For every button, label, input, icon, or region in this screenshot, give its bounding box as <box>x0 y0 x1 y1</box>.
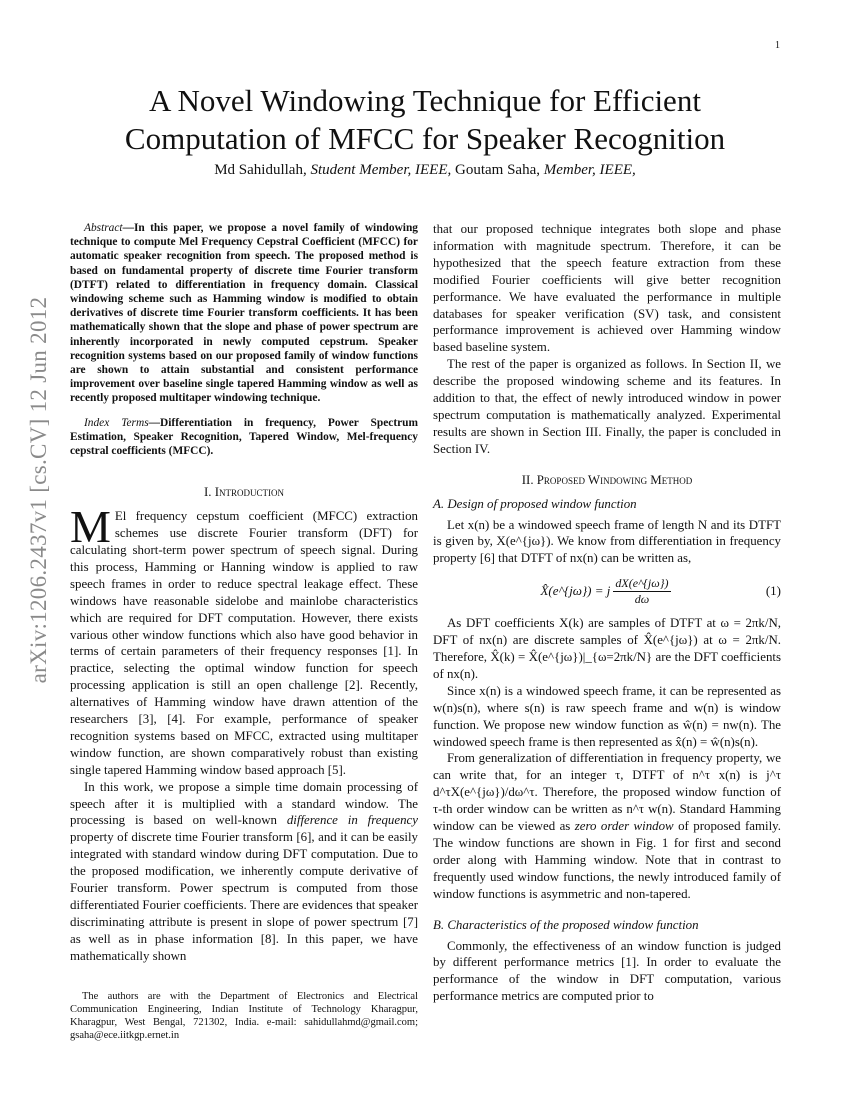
author-1-role: Student Member, IEEE, <box>310 162 452 178</box>
index-terms-text: —Differentiation in frequency, Power Spectrum Estimation, Speaker Recognition, Tapered Window, Mel-frequency cepstral coefficients (MFCC). <box>70 416 418 458</box>
right-paragraph-1: that our proposed technique integrates both slope and phase information with magnitude spectrum. Therefore, it can be hypothesized that the speech feature extraction from these modified Fourier coefficients will give better recognition performance. We have evaluated the performance in multiple databases for speaker verification (SV) task, and consistent performance improvement is achieved over Hamming window based baseline system. <box>433 222 781 355</box>
title-line-2: Computation of MFCC for Speaker Recognition <box>124 121 726 156</box>
abstract <box>70 221 418 406</box>
left-column <box>70 221 418 965</box>
index-terms <box>70 416 418 459</box>
intro-paragraph-1-text: El frequency cepstum coefficient (MFCC) extraction schemes use discrete Fourier transform (DFT) for calculating short-term power spectrum of speech signal. During this process, Hamming or Hanning window is applied to raw speech frames in order to reduce spectral leakage effect. These windows have reasonable sidelobe and mainlobe characteristics which are required for DFT computation. However, there exists various other window functions which also have good behavior in terms of certain parameters of their frequency responses [1]. In practice, selecting the optimal window function for speech processing application is still an open challenge [2]. Recently, alternatives of Hamming window have drawn attention of the researchers [3], [4]. For example, performance of speaker recognition systems based on MFCC, extracted using multitaper window function, are shown comparatively robust than existing single tapered Hamming window based approach [5]. <box>70 509 418 777</box>
equation-1-denominator: dω <box>634 591 650 606</box>
abstract-label: Abstract <box>84 222 123 234</box>
author-2: Goutam Saha, <box>455 162 540 178</box>
equation-1-lhs: X̂(e^{jω}) = j <box>540 582 611 598</box>
section-2b-paragraph-1: Commonly, the effectiveness of an window function is judged by different performance metrics [1]. In order to evaluate the performance of the window in DFT computation, various performance metrics are computed prior to <box>433 938 781 1004</box>
right-paragraph-2: The rest of the paper is organized as follows. In Section II, we describe the proposed windowing scheme and its features. In addition to that, the effect of newly introduced window in power spectrum computation is mathematically analyzed. Experimental results are shown in Section III. Finally, the paper is concluded in Section IV. <box>433 357 781 456</box>
intro-paragraph-1 <box>70 501 418 779</box>
equation-1 <box>433 571 781 611</box>
equation-1-numerator: dX(e^{jω}) <box>615 575 669 590</box>
author-1: Md Sahidullah, <box>214 162 307 178</box>
subsection-b-heading: B. Characteristics of the proposed window function <box>433 917 699 932</box>
subsection-a-heading: A. Design of proposed window function <box>433 496 637 511</box>
section-2-paragraph-2: As DFT coefficients X(k) are samples of DTFT at ω = 2πk/N, DFT of nx(n) are discrete samples of X̂(e^{jω}) at ω = 2πk/N. Therefore, X̂(k) = X̂(e^{jω})|_{ω=2πk/N} are the DFT coefficients of nx(n). <box>433 616 781 681</box>
section-2-paragraph-1: Let x(n) be a windowed speech frame of length N and its DTFT is given by, X(e^{jω}). We know from differentiation in frequency property [6] that DTFT of nx(n) can be written as, <box>433 517 781 566</box>
sec2-p4-part-a: From generalization of differentiation in frequency property, we can write that, for an integer τ, DTFT of n^τ x(n) is j^τ d^τX(e^{jω})/dω^τ. Therefore, the proposed window function of τ-th order window can be written as n^τ w(n). Standard Hamming window can be viewed as <box>433 751 781 834</box>
arxiv-sidebar <box>26 266 52 714</box>
right-column <box>433 221 781 1005</box>
abstract-text: —In this paper, we propose a novel family of windowing technique to compute Mel Frequency Cepstral Coefficient (MFCC) for automatic speaker recognition from speech. The proposed method is based on fundamental property of discrete time Fourier transform (DTFT) related to differentiation in frequency domain. Classical windowing scheme such as Hamming window is modified to obtain derivatives of discrete time Fourier transform coefficients. It has been mathematically shown that the slope and phase of power spectrum are inherently incorporated in newly computed cepstrum. Speaker recognition systems based on our proposed family of window functions are shown to attain substantial and consistent performance improvement over baseline single tapered Hamming window as well as recently proposed multitaper windowing technique. <box>70 222 418 405</box>
intro-paragraph-2 <box>70 779 418 965</box>
intro-p2-part-b: property of discrete time Fourier transform [6], and it can be easily integrated with standard window during DFT computation. Due to the proposed modification, we inherently compute derivative of Fourier transform. Power spectrum is computed from those differentiated Fourier coefficients. There are evidences that speaker discriminating attribute is present in slope of power spectrum [7] as well as in phase information [8]. In this paper, we have mathematically shown <box>70 830 418 963</box>
section-1-heading: I. Introduction <box>203 485 285 500</box>
section-2-paragraph-4 <box>433 750 781 902</box>
intro-p2-part-a: In this work, we propose a simple time domain processing of speech after it is multiplied with a standard window. The processing is based on well-known <box>70 779 418 828</box>
index-terms-label: Index Terms <box>84 416 149 429</box>
sec2-p4-emphasis: zero order window <box>574 819 674 834</box>
equation-1-fraction <box>613 576 670 607</box>
section-2-heading: II. Proposed Windowing Method <box>521 472 693 487</box>
intro-p2-emphasis: difference in frequency <box>286 813 418 828</box>
footnote <box>70 990 418 1042</box>
paper-title <box>95 82 755 158</box>
author-2-role: Member, IEEE, <box>543 162 636 178</box>
page-number: 1 <box>775 40 780 51</box>
section-2-paragraph-3: Since x(n) is a windowed speech frame, it can be represented as w(n)s(n), where s(n) is raw speech frame and w(n) is window function. We propose new window function as ŵ(n) = nw(n). The windowed speech frame is then represented as x̂(n) = ŵ(n)s(n). <box>433 683 781 749</box>
arxiv-identifier: arXiv:1206.2437v1 [cs.CV] 12 Jun 2012 <box>26 296 51 684</box>
drop-cap: M <box>70 501 111 553</box>
author-line <box>95 162 755 179</box>
equation-1-number: (1) <box>765 583 781 599</box>
title-line-1: A Novel Windowing Technique for Efficient <box>149 83 701 118</box>
footnote-text: The authors are with the Department of Electronics and Electrical Communication Engineering, Indian Institute of Technology Kharagpur, Kharagpur, West Bengal, 721302, India. e-mail: sahidullahmd@gmail.com; gsaha@ece.iitkgp.ernet.in <box>70 991 418 1041</box>
sec2-p4-part-b: of proposed family. The window functions are shown in Fig. 1 for first and second order along with Hamming window. Note that in contrast to frequently used window functions, the newly introduced family of window functions is asymmetric and non-tapered. <box>433 819 782 901</box>
